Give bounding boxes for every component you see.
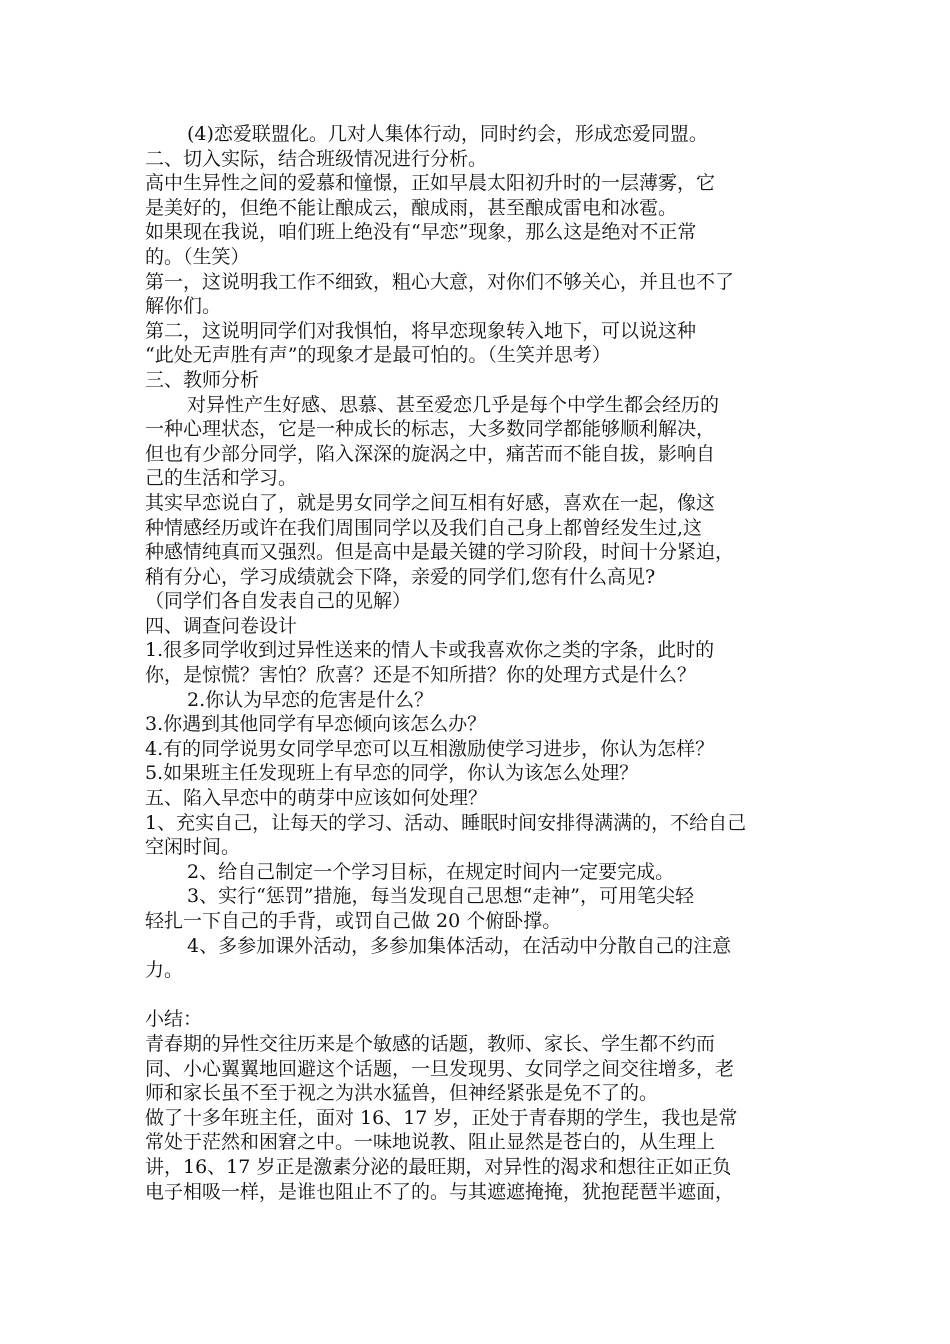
text-line: 2.你认为早恋的危害是什么？ <box>187 688 434 711</box>
text-line: 种情感经历或许在我们周围同学以及我们自己身上都曾经发生过,这 <box>145 516 703 539</box>
text-line: (4)恋爱联盟化。几对人集体行动，同时约会，形成恋爱同盟。 <box>187 123 708 145</box>
text-line: 是美好的，但绝不能让酿成云，酿成雨，甚至酿成雷电和冰雹。 <box>145 196 678 219</box>
text-line: 做了十多年班主任，面对 16、17 岁，正处于青春期的学生，我也是常 <box>145 1106 738 1129</box>
text-line: 三、教师分析 <box>145 368 260 391</box>
text-line: 3、实行“惩罚”措施，每当发现自己思想“走神”，可用笔尖轻 <box>187 885 694 908</box>
text-line: 高中生异性之间的爱慕和憧憬，正如早晨太阳初升时的一层薄雾，它 <box>145 172 716 195</box>
text-line: “此处无声胜有声”的现象才是最可怕的。（生笑并思考） <box>145 344 611 367</box>
text-line: 四、调查问卷设计 <box>145 614 298 637</box>
text-line: 轻扎一下自己的手背，或罚自己做 20 个俯卧撑。 <box>145 910 562 932</box>
text-line: 如果现在我说，咱们班上绝没有“早恋”现象，那么这是绝对不正常 <box>145 221 697 244</box>
text-line: 1、充实自己，让每天的学习、活动、睡眠时间安排得满满的，不给自己 <box>145 811 747 834</box>
text-line: 青春期的异性交往历来是个敏感的话题，教师、家长、学生都不约而 <box>145 1032 716 1055</box>
text-line: 稍有分心，学习成绩就会下降，亲爱的同学们,您有什么高见? <box>145 565 656 588</box>
text-line: 但也有少部分同学，陷入深深的旋涡之中，痛苦而不能自拔，影响自 <box>145 442 716 465</box>
text-line: 电子相吸一样，是谁也阻止不了的。与其遮遮掩掩，犹抱琵琶半遮面， <box>145 1180 735 1203</box>
document-body <box>145 122 825 1204</box>
text-line: 的。（生笑） <box>145 245 250 268</box>
text-line: 讲，16、17 岁正是激素分泌的最旺期，对异性的渴求和想往正如正负 <box>145 1155 732 1178</box>
text-line: 3.你遇到其他同学有早恋倾向该怎么办？ <box>145 713 487 736</box>
text-line: 4、多参加课外活动，多参加集体活动，在活动中分散自己的注意 <box>187 934 732 957</box>
text-line: 二、切入实际，结合班级情况进行分析。 <box>145 147 488 170</box>
text-line: 第一，这说明我工作不细致，粗心大意，对你们不够关心，并且也不了 <box>145 270 735 293</box>
text-line: 解你们。 <box>145 295 222 318</box>
text-line: 你，是惊慌？害怕？欣喜？还是不知所措？你的处理方式是什么？ <box>145 664 697 687</box>
text-line: 其实早恋说白了，就是男女同学之间互相有好感，喜欢在一起，像这 <box>145 491 716 514</box>
text-line: 1.很多同学收到过异性送来的情人卡或我喜欢你之类的字条，此时的 <box>145 639 715 662</box>
text-line: 力。 <box>145 959 184 982</box>
text-line: 空闲时间。 <box>145 836 241 859</box>
text-line: 常处于茫然和困窘之中。一味地说教、阻止显然是苍白的，从生理上 <box>145 1131 716 1154</box>
text-line: 一种心理状态，它是一种成长的标志，大多数同学都能够顺利解决， <box>145 418 716 441</box>
blank-line <box>145 983 825 1008</box>
text-line: 五、陷入早恋中的萌芽中应该如何处理？ <box>145 787 488 810</box>
text-line: （同学们各自发表自己的见解） <box>145 590 412 613</box>
text-line: 种感情纯真而又强烈。但是高中是最关键的学习阶段，时间十分紧迫， <box>145 541 735 564</box>
text-line: 己的生活和学习。 <box>145 467 298 490</box>
text-line: 师和家长虽不至于视之为洪水猛兽，但神经紧张是免不了的。 <box>145 1082 659 1105</box>
text-line: 对异性产生好感、思慕、甚至爱恋几乎是每个中学生都会经历的 <box>187 393 720 416</box>
text-line: 同、小心翼翼地回避这个话题，一旦发现男、女同学之间交往增多，老 <box>145 1057 735 1080</box>
text-line: 5.如果班主任发现班上有早恋的同学，你认为该怎么处理？ <box>145 762 639 785</box>
text-line: 第二，这说明同学们对我惧怕，将早恋现象转入地下，可以说这种 <box>145 319 697 342</box>
text-line: 小结： <box>145 1008 203 1031</box>
text-line: 4.有的同学说男女同学早恋可以互相激励使学习进步，你认为怎样？ <box>145 737 715 760</box>
text-line: 2、给自己制定一个学习目标，在规定时间内一定要完成。 <box>187 860 675 883</box>
